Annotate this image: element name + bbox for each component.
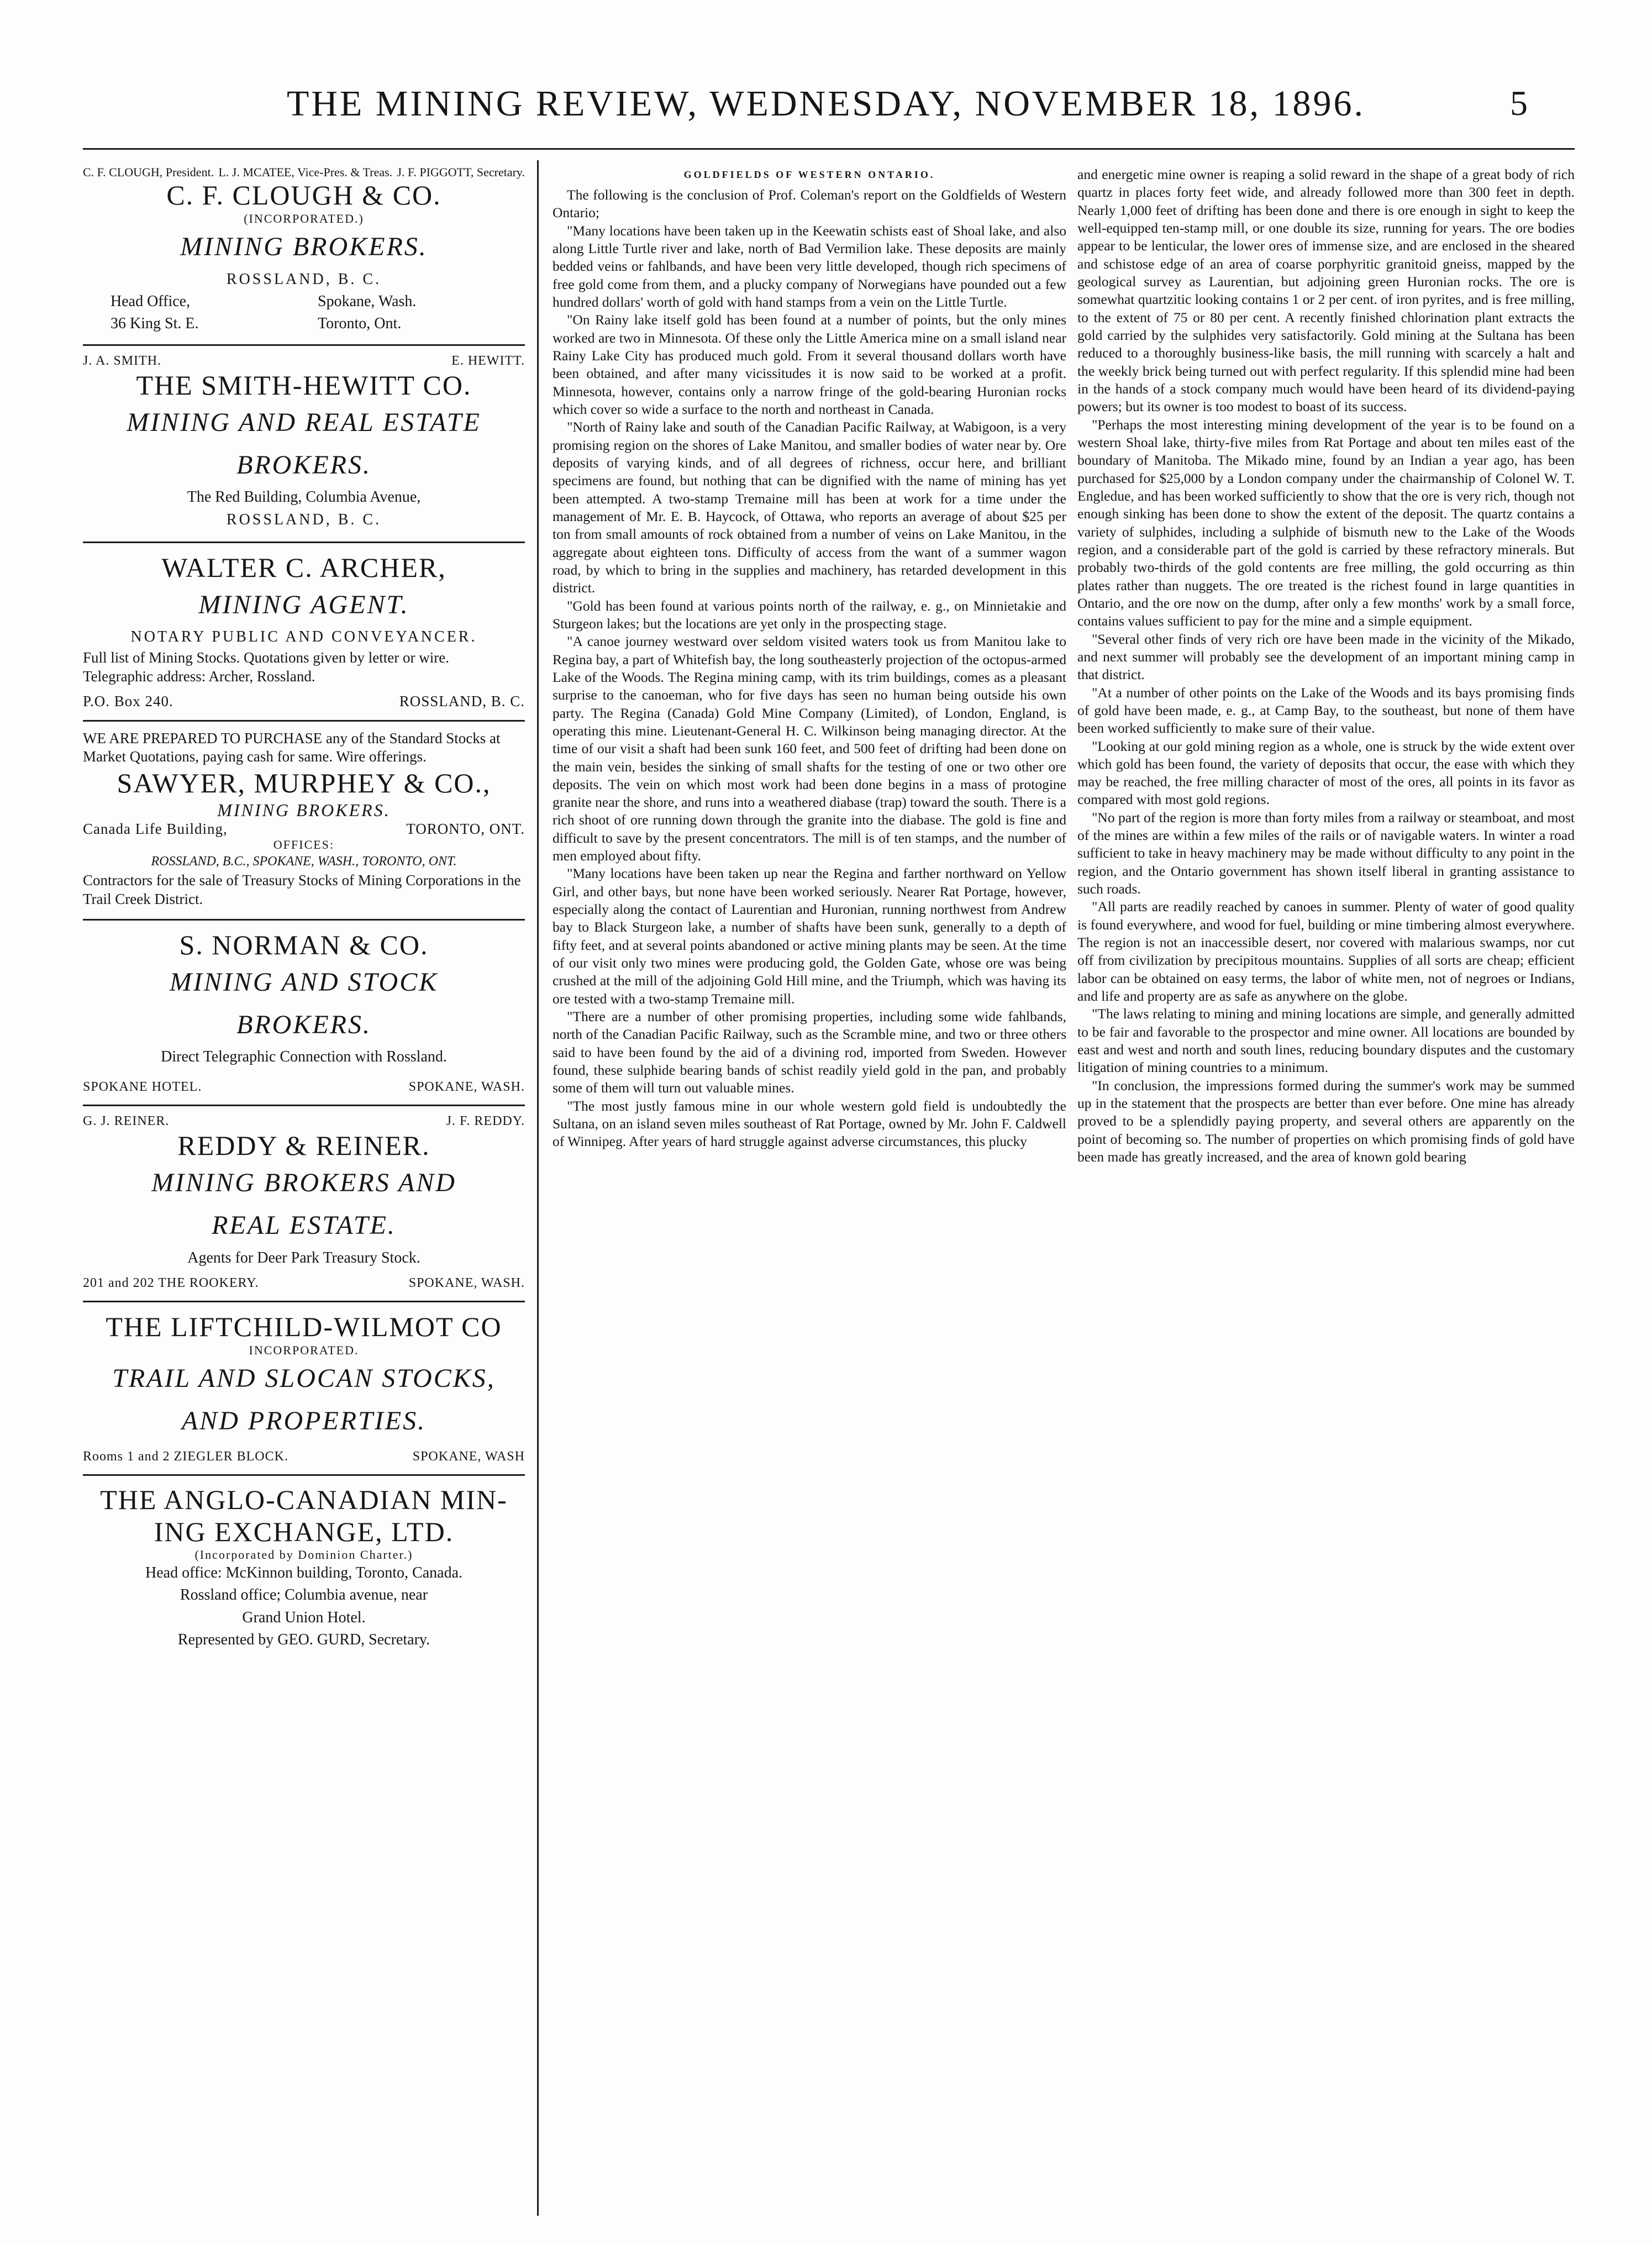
business-line: BROKERS.: [236, 1010, 371, 1039]
ad-clough: [83, 166, 525, 346]
firm-name: SAWYER, MURPHEY & CO.,: [117, 767, 491, 799]
incorporated-label: (INCORPORATED.): [244, 212, 364, 226]
city-line: ROSSLAND, B. C.: [226, 511, 382, 529]
charter-line: (Incorporated by Dominion Charter.): [194, 1547, 413, 1561]
ad-smith-hewitt: [83, 346, 525, 543]
article-paragraph: "Looking at our gold mining region as a whole, one is struck by the wide extent over which gold has been found, the variety of deposits that occur, the ease with which they may be reached, the free milling character of most of the ores, all points in its favor as compared with most gold regions.: [1077, 738, 1575, 808]
offices-label: OFFICES:: [273, 838, 335, 852]
office-line: Head office: McKinnon building, Toronto, Canada.: [145, 1564, 462, 1581]
officer-names: [83, 354, 525, 369]
incorporated-label: INCORPORATED.: [249, 1343, 359, 1358]
business-line: MINING BROKERS.: [217, 800, 391, 821]
article-paragraph: and energetic mine owner is reaping a solid reward in the shape of a great body of rich quartz in places forty feet wide, and already followed more than 300 feet in depth. Nearly 1,000 feet of drifting has been done and there is ore enough in sight to keep the well-equipped ten-stamp mill, or one double its size, running for years. The ore bodies appear to be lenticular, the lower ores of immense size, and are enclosed in the sheared and schistose edge of an area of coarse porphyritic granitoid gneiss, mapped by the geological survey as Laurentian, but adjoining green Huronian rocks. The ore is somewhat quartzitic looking contains 1 or 2 per cent. of iron pyrites, and is free milling, to the extent of 75 or 80 per cent. A recently finished chlorination plant extracts the gold carried by the sulphides very satisfactorily. Gold mining at the Sultana has been reduced to a thoroughly business-like basis, the mill running with scarcely a halt and the weekly brick being turned out with perfect regularity. If this splendid mine had been in the hands of a stock company much would have been heard of its dividend-paying powers; but its owner is too modest to boast of its success.: [1077, 166, 1575, 415]
page-number: 5: [1510, 83, 1528, 123]
ad-reddy-reiner: [83, 1106, 525, 1302]
ad-archer: [83, 543, 525, 722]
article-paragraph: "Several other finds of very rich ore have been made in the vicinity of the Mikado, and next summer will probably see the development of an important mining camp in that district.: [1077, 630, 1575, 683]
hotel-row: [83, 1080, 525, 1095]
city-line: SPOKANE, WASH.: [408, 1276, 525, 1291]
article-paragraph: "In conclusion, the impressions formed during the summer's work may be summed up in the statement that the prospects are better than ever before. One mine has already proved to be a splendidly paying property, and several others are apparently on the point of becoming so. The number of properties on which promising finds of gold have been made has greatly increased, and the area of known gold bearing: [1077, 1077, 1575, 1165]
business-line: MINING BROKERS.: [180, 232, 428, 262]
purchase-notice: WE ARE PREPARED TO PURCHASE any of the Standard Stocks at Market Quotations, paying cash for same. Wire offerings.: [83, 729, 501, 765]
officer-names: [83, 166, 525, 178]
article-paragraph: "North of Rainy lake and south of the Canadian Pacific Railway, at Wabigoon, is a very promising region on the shores of Lake Manitou, and smaller bodies of water near by. Ore deposits of varying kinds, and of all degrees of richness, occur here, and brilliant specimens are found, but nothing that can be dignified with the name of mining has yet been attempted. A two-stamp Tremaine mill has been at work for a time under the management of Mr. E. B. Haycock, of Ottawa, who reports an average of about $25 per ton from small amounts of rock obtained from a number of veins on Lake Manitou, in the aggregate about eighteen tons. Difficulty of access from the want of a summer wagon road, by which to bring in the supplies and machinery, has retarded development in this district.: [553, 419, 1066, 596]
rooms-address: Rooms 1 and 2 ZIEGLER BLOCK.: [83, 1449, 288, 1464]
building-name: Canada Life Building,: [83, 821, 228, 838]
building-row: [83, 821, 525, 838]
article-paragraph: "There are a number of other promising properties, including some wide fahlbands, north of the Canadian Pacific Railway, such as the Scramble mine, and two or three others said to have been found by the aid of a divining rod, imported from Sweden. However found, these sulphide bearing bands of schist readily yield gold in the pan, and probably some of them will turn out valuable mines.: [553, 1008, 1066, 1096]
agents-line: Agents for Deer Park Treasury Stock.: [187, 1249, 420, 1266]
city-line: ROSSLAND, B. C.: [399, 692, 525, 709]
article-paragraph: "Many locations have been taken up near the Regina and farther northward on Yellow Girl, and other bays, but none have been worked seriously. Nearer Rat Portage, however, especially along the contact of Laurentian and Huronian, running northwest from Andrew bay to Black Sturgeon lake, a number of shafts have been sunk, generally to a depth of fifty feet, and at several points abandoned or active mining plants may be seen. At the time of our visit only two mines were producing gold, the Golden Gate, whose ore was being crushed at the mill of the adjoining Gold Hill mine, and the Triumph, which was having its ore tested with a two-stamp Tremaine mill.: [553, 865, 1066, 1007]
ad-anglo-canadian: [83, 1476, 525, 1662]
city-line: TORONTO, ONT.: [406, 821, 525, 838]
officer-names: [83, 1114, 525, 1129]
business-line: MINING AND REAL ESTATE: [127, 407, 481, 437]
firm-name: THE SMITH-HEWITT CO.: [136, 369, 472, 401]
business-line: REAL ESTATE.: [212, 1210, 396, 1240]
office-rows: [83, 291, 525, 334]
column-rule-left: [537, 160, 539, 2216]
business-line: TRAIL AND SLOCAN STOCKS,: [112, 1364, 496, 1394]
article-column-right: [1077, 166, 1575, 2232]
newspaper-title: THE MINING REVIEW, WEDNESDAY, NOVEMBER 18, 1896.: [287, 83, 1365, 124]
stocks-text: Full list of Mining Stocks. Quotations given by letter or wire.: [83, 649, 449, 666]
offices-list: ROSSLAND, B.C., SPOKANE, WASH., TORONTO, ONT.: [151, 854, 457, 869]
contractors-text: Contractors for the sale of Treasury Stocks of Mining Corporations in the Trail Creek District.: [83, 872, 521, 907]
ad-liftchild-wilmot: [83, 1302, 525, 1476]
rooms-row: [83, 1449, 525, 1464]
officer-name: J. A. SMITH.: [83, 353, 162, 368]
office-value: Toronto, Ont.: [318, 314, 402, 332]
business-line: BROKERS.: [236, 450, 371, 480]
business-line: MINING AND STOCK: [169, 967, 439, 997]
officer-name: J. F. PIGGOTT, Secretary.: [397, 166, 525, 179]
po-box: P.O. Box 240.: [83, 692, 173, 709]
officer-name: G. J. REINER.: [83, 1113, 170, 1128]
officer-name: E. HEWITT.: [451, 353, 525, 368]
firm-name: C. F. CLOUGH & CO.: [166, 180, 441, 211]
box-row: [83, 693, 525, 710]
telegraph-line: Direct Telegraphic Connection with Rossland.: [161, 1048, 447, 1066]
office-line: Grand Union Hotel.: [242, 1608, 366, 1626]
firm-name-line-1: THE ANGLO-CANADIAN MIN-: [100, 1484, 508, 1515]
officer-name: J. F. REDDY.: [446, 1113, 525, 1128]
advertisements-column: [83, 166, 525, 2166]
rooms-address: 201 and 202 THE ROOKERY.: [83, 1276, 259, 1291]
article-paragraph: "On Rainy lake itself gold has been found at a number of points, but the only mines worked are two in Minnesota. Of these only the Little America mine on a small island near Rainy Lake City has produced much gold. From it several thousand dollars worth have been obtained, and after many vicissitudes it is now said to be worked at a profit. Minnesota, however, contains only a narrow fringe of the gold-bearing Huronian rocks which cover so wide a surface to the north and northeast in Canada.: [553, 312, 1066, 417]
city-line: ROSSLAND, B. C.: [226, 270, 382, 288]
firm-name-line-2: ING EXCHANGE, LTD.: [154, 1516, 454, 1547]
article-paragraph: "Gold has been found at various points north of the railway, e. g., on Minnietakie and Sturgeon lakes; but the locations are yet only in the prospecting stage.: [553, 597, 1066, 632]
article-paragraph: "Perhaps the most interesting mining development of the year is to be found on a western Shoal lake, thirty-five miles from Rat Portage and about ten miles east of the boundary of Manitoba. The Mikado mine, found by an Indian a year ago, has been purchased for $25,000 by a London company under the chairmanship of Colonel W. T. Engledue, and has been worked sufficiently to show that the ore is very rich, though not enough sinking has been done to show the extent of the deposit. The quartz contains a variety of sulphides, including a sulphide of bismuth new to the Lake of the Woods region, and a considerable part of the gold is carried by these refractory minerals. But probably two-thirds of the gold contents are free milling, the gold occurring as thin plates rather than nuggets. The ore treated is the richest found in large quantities in Ontario, and the ore now on the dump, after only a few months' work by a small force, contains values sufficient to pay for the mine and a simple equipment.: [1077, 416, 1575, 629]
rooms-row: [83, 1276, 525, 1291]
office-value: Spokane, Wash.: [318, 293, 417, 311]
firm-name: S. NORMAN & CO.: [179, 929, 429, 960]
firm-name: THE LIFTCHILD-WILMOT CO: [106, 1311, 502, 1343]
firm-name: REDDY & REINER.: [177, 1129, 430, 1161]
address-line: The Red Building, Columbia Avenue,: [187, 488, 421, 506]
business-line: MINING AGENT.: [198, 590, 409, 619]
hotel-name: SPOKANE HOTEL.: [83, 1079, 202, 1094]
city-line: SPOKANE, WASH: [412, 1449, 525, 1464]
article-paragraph: "Many locations have been taken up in the Keewatin schists east of Shoal lake, and also along Little Turtle river and lake, north of Bad Vermilion lake. These deposits are mainly bedded veins or fahlbands, and have been very little developed, though rich specimens of free gold come from them, and a plucky company of Norwegians have pounded out a few hundred dollars' worth of gold with hand stamps from a vein on the Little Turtle.: [553, 222, 1066, 310]
article-paragraph: "The most justly famous mine in our whole western gold field is undoubtedly the Sultana, on an island seven miles southeast of Rat Portage, owned by Mr. John F. Caldwell of Winnipeg. After years of hard struggle against adverse circumstances, this plucky: [553, 1097, 1066, 1150]
ad-norman: [83, 921, 525, 1106]
firm-name: WALTER C. ARCHER,: [161, 551, 446, 583]
article-column-middle: [553, 166, 1066, 2232]
telegraph-line: Telegraphic address: Archer, Rossland.: [83, 667, 315, 685]
notary-line: NOTARY PUBLIC AND CONVEYANCER.: [130, 628, 477, 646]
office-label: 36 King St. E.: [111, 314, 199, 332]
representative-line: Represented by GEO. GURD, Secretary.: [177, 1631, 430, 1649]
page-header: [0, 83, 1652, 149]
city-line: SPOKANE, WASH.: [408, 1079, 525, 1094]
office-label: Head Office,: [111, 293, 191, 311]
article-paragraph: "No part of the region is more than forty miles from a railway or steamboat, and most of the mines are within a few miles of the rails or of navigable waters. In winter a road sufficient to take in heavy machinery may be made without difficulty to any point in the region, and the Ontario government has shown itself liberal in granting assistance to such roads.: [1077, 809, 1575, 897]
article-title: GOLDFIELDS OF WESTERN ONTARIO.: [683, 169, 935, 180]
officer-name: C. F. CLOUGH, President.: [83, 166, 214, 179]
office-line: Rossland office; Columbia avenue, near: [180, 1586, 428, 1604]
business-line: AND PROPERTIES.: [181, 1406, 427, 1436]
article-paragraph: The following is the conclusion of Prof. Coleman's report on the Goldfields of Western Ontario;: [553, 187, 1066, 221]
article-paragraph: "At a number of other points on the Lake of the Woods and its bays promising finds of gold have been made, e. g., at Camp Bay, to the southeast, but none of them have been worked sufficiently to make sure of their value.: [1077, 684, 1575, 737]
article-paragraph: "A canoe journey westward over seldom visited waters took us from Manitou lake to Regina bay, a part of Whitefish bay, the long southeasterly projection of the octopus-armed Lake of the Woods. The Regina mining camp, with its trim buildings, comes as a pleasant surprise to the canoeman, who for five days has seen no human being outside his own party. The Regina (Canada) Gold Mine Company (Limited), of London, England, is operating this mine. Lieutenant-General H. C. Wilkinson being managing director. At the time of our visit a shaft had been sunk 160 feet, and 500 feet of drifting had been done on the main vein, besides the sinking of small shafts for the testing of one or two other ore deposits. The vein on which most work had been done begins in a mass of protogine granite near the shore, and runs into a weathered diabase (trap) toward the south. There is a rich shoot of ore running down through the granite into the diabase. The gold is fine and difficult to save by the present concentrators. The mill is of ten stamps, and the number of men employed about fifty.: [553, 633, 1066, 864]
article-paragraph: "The laws relating to mining and mining locations are simple, and generally admitted to be fair and favorable to the prospector and mine owner. All locations are bounded by east and west and north and south lines, reducing boundary disputes and the customary litigation of mining countries to a minimum.: [1077, 1006, 1575, 1076]
header-rule: [83, 148, 1575, 150]
ad-sawyer-murphey: [83, 722, 525, 921]
article-paragraph: "All parts are readily reached by canoes in summer. Plenty of water of good quality is found everywhere, and wood for fuel, building or mine timbering almost everywhere. The region is not an inaccessible desert, nor covered with malarious swamps, nor cut off from civilization by precipitous mountains. Supplies of all sorts are cheap; efficient labor can be obtained on easy terms, the labor of white men, not of negroes or Indians, and life and property are as safe as anywhere on the globe.: [1077, 898, 1575, 1005]
business-line: MINING BROKERS AND: [151, 1168, 456, 1197]
officer-name: L. J. MCATEE, Vice-Pres. & Treas.: [218, 166, 393, 179]
